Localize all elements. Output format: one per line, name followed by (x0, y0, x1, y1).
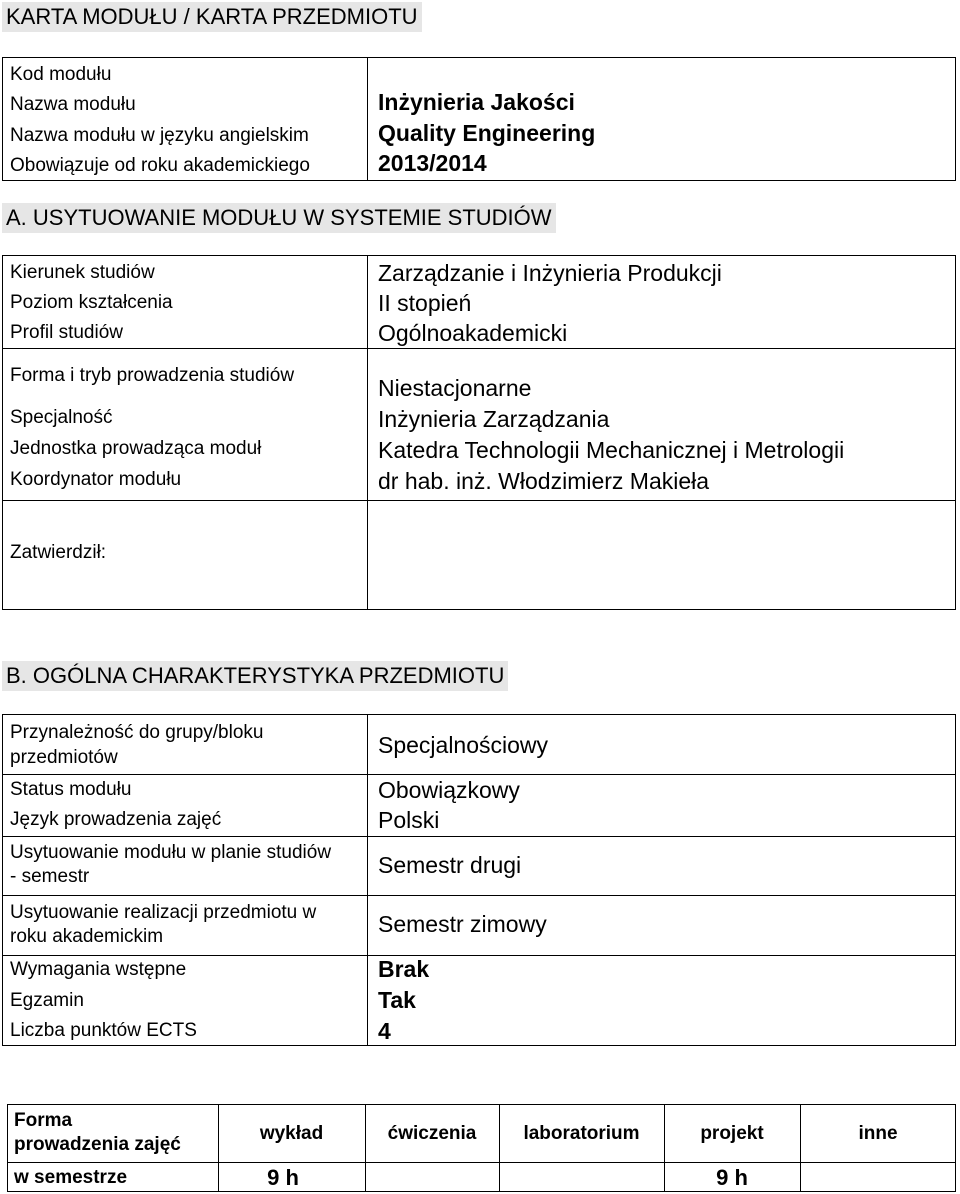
academic-year-value: 2013/2014 (378, 150, 487, 176)
exam-label: Egzamin (10, 990, 84, 1011)
group-label-line2: przedmiotów (10, 747, 118, 768)
module-code-label: Kod modułu (10, 64, 112, 85)
group-value: Specjalnościowy (378, 732, 549, 758)
semester-project-hours: 9 h (716, 1165, 748, 1190)
specialty-label: Specjalność (10, 407, 113, 428)
classes-header-line1: Forma (14, 1110, 73, 1131)
profile-label: Profil studiów (10, 322, 123, 343)
prereq-value: Brak (378, 956, 430, 982)
status-value: Obowiązkowy (378, 777, 520, 803)
exam-value: Tak (378, 987, 416, 1013)
status-label: Status modułu (10, 779, 132, 800)
specialty-value: Inżynieria Zarządzania (378, 406, 610, 432)
year-label-line2: roku akademickim (10, 926, 164, 947)
profile-value: Ogólnoakademicki (378, 320, 568, 346)
classes-header-line2: prowadzenia zajęć (14, 1134, 181, 1155)
plan-label-line2: - semestr (10, 866, 90, 887)
study-form-value: Niestacjonarne (378, 375, 532, 401)
year-value: Semestr zimowy (378, 911, 547, 937)
semester-lecture-hours: 9 h (267, 1165, 299, 1190)
direction-label: Kierunek studiów (10, 262, 155, 283)
section-b-box (2, 714, 956, 1046)
language-value: Polski (378, 807, 440, 833)
group-label-line1: Przynależność do grupy/bloku (10, 722, 264, 743)
direction-value: Zarządzanie i Inżynieria Produkcji (378, 260, 722, 286)
column-header-exercises: ćwiczenia (387, 1123, 477, 1144)
ects-value: 4 (378, 1018, 391, 1044)
card-title: KARTA MODUŁU / KARTA PRZEDMIOTU (2, 2, 422, 32)
section-b-title: B. OGÓLNA CHARAKTERYSTYKA PRZEDMIOTU (2, 661, 508, 691)
year-label-line1: Usytuowanie realizacji przedmiotu w (10, 902, 317, 923)
unit-label: Jednostka prowadząca moduł (10, 438, 262, 459)
column-header-other: inne (858, 1123, 898, 1144)
module-name-value: Inżynieria Jakości (378, 89, 575, 115)
module-name-en-value: Quality Engineering (378, 120, 596, 146)
coordinator-value: dr hab. inż. Włodzimierz Makieła (378, 468, 710, 494)
module-name-label: Nazwa modułu (10, 94, 136, 115)
prereq-label: Wymagania wstępne (10, 959, 187, 980)
study-form-label: Forma i tryb prowadzenia studiów (10, 365, 295, 386)
plan-value: Semestr drugi (378, 852, 522, 878)
unit-value: Katedra Technologii Mechanicznej i Metrologii (378, 437, 845, 463)
ects-label: Liczba punktów ECTS (10, 1020, 197, 1041)
level-label: Poziom kształcenia (10, 292, 173, 313)
column-header-lecture: wykład (259, 1123, 324, 1144)
academic-year-label: Obowiązuje od roku akademickiego (10, 155, 310, 176)
section-a-title: A. USYTUOWANIE MODUŁU W SYSTEMIE STUDIÓW (2, 203, 556, 233)
semester-row-label: w semestrze (14, 1167, 128, 1188)
approved-label: Zatwierdził: (10, 542, 107, 563)
column-header-project: projekt (700, 1123, 764, 1144)
column-header-laboratory: laboratorium (523, 1123, 640, 1144)
module-name-en-label: Nazwa modułu w języku angielskim (10, 125, 309, 146)
level-value: II stopień (378, 290, 472, 316)
language-label: Język prowadzenia zajęć (10, 809, 222, 830)
coordinator-label: Koordynator modułu (10, 469, 182, 490)
plan-label-line1: Usytuowanie modułu w planie studiów (10, 842, 332, 863)
